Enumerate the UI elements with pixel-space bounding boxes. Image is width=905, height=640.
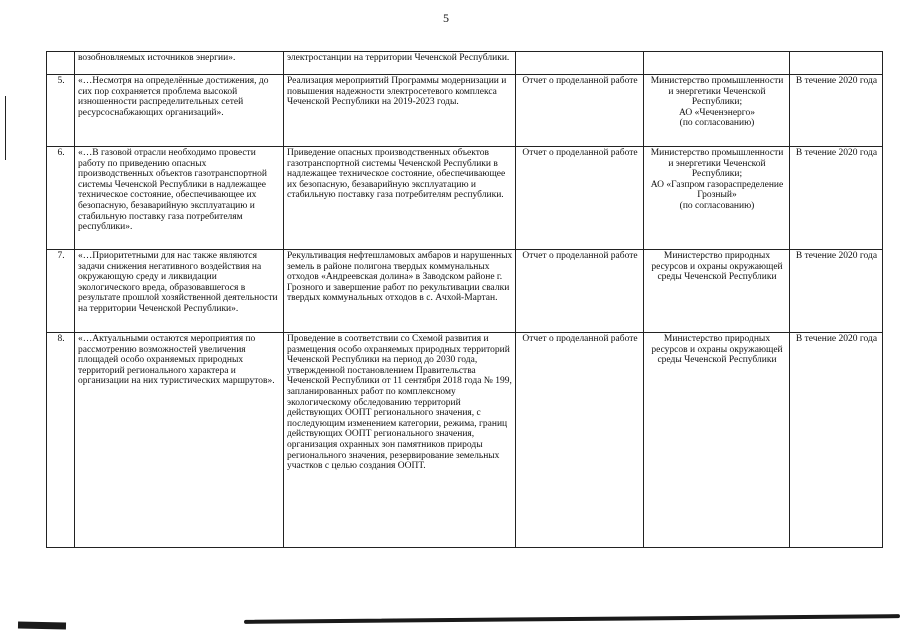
report-form-cell: Отчет о проделанной работе bbox=[516, 75, 644, 147]
term-cell: В течение 2020 года bbox=[790, 147, 883, 250]
row-number-cell: 8. bbox=[47, 333, 75, 548]
measure-cell: Приведение опасных производственных объектов газотранспортной системы Чеченской Республики в надлежащее техническое состояние, обеспечивающее их безопасную, безаварийную эксплуатацию и стабильную поставку газа потребителям республики. bbox=[284, 147, 516, 250]
quote-cell: «…Несмотря на определённые достижения, до сих пор сохраняется проблема высокой изношенности распределительных сетей ресурсоснабжающих организаций». bbox=[75, 75, 284, 147]
quote-cell: возобновляемых источников энергии». bbox=[75, 52, 284, 75]
quote-cell: «…Приоритетными для нас также являются задачи снижения негативного воздействия на окружающую среду и ликвидации экологического вреда, образовавшегося в результате прошлой хозяйственной деятельности на территории Чеченской Республики». bbox=[75, 250, 284, 333]
table-row bbox=[47, 250, 883, 333]
action-plan-table bbox=[46, 51, 883, 548]
responsible-cell: Министерство природных ресурсов и охраны окружающей среды Чеченской Республики bbox=[644, 333, 790, 548]
responsible-cell bbox=[644, 52, 790, 75]
table-row bbox=[47, 75, 883, 147]
row-number-cell: 7. bbox=[47, 250, 75, 333]
action-plan-table-wrapper bbox=[46, 51, 882, 548]
report-form-cell: Отчет о проделанной работе bbox=[516, 333, 644, 548]
row-number-cell: 6. bbox=[47, 147, 75, 250]
responsible-cell: Министерство природных ресурсов и охраны окружающей среды Чеченской Республики bbox=[644, 250, 790, 333]
term-cell: В течение 2020 года bbox=[790, 333, 883, 548]
measure-cell: Проведение в соответствии со Схемой развития и размещения особо охраняемых природных территорий Чеченской Республики на период до 2030 года, утвержденной постановлением Правительства Чеченской Республики от 11 сентября 2018 года № 199, запланированных работ по комплексному экологическому обследованию территорий действующих ООПТ регионального значения, с последующим изменением категории, режима, границ действующих ООПТ регионального значения, организация охранных зон памятников природы регионального значения, резервирование земельных участков с целью создания ООПТ. bbox=[284, 333, 516, 548]
table-row bbox=[47, 147, 883, 250]
responsible-cell: Министерство промышленности и энергетики Чеченской Республики; АО «Чеченэнерго» (по согласованию) bbox=[644, 75, 790, 147]
measure-cell: Реализация мероприятий Программы модернизации и повышения надежности электросетевого комплекса Чеченской Республики на 2019-2023 годы. bbox=[284, 75, 516, 147]
report-form-cell bbox=[516, 52, 644, 75]
report-form-cell: Отчет о проделанной работе bbox=[516, 147, 644, 250]
responsible-cell: Министерство промышленности и энергетики Чеченской Республики; АО «Газпром газораспределение Грозный» (по согласованию) bbox=[644, 147, 790, 250]
table-row bbox=[47, 333, 883, 548]
row-number-cell bbox=[47, 52, 75, 75]
term-cell: В течение 2020 года bbox=[790, 250, 883, 333]
margin-line bbox=[5, 96, 6, 160]
report-form-cell: Отчет о проделанной работе bbox=[516, 250, 644, 333]
table-row bbox=[47, 52, 883, 75]
quote-cell: «…Актуальными остаются мероприятия по рассмотрению возможностей увеличения площадей особо охраняемых природных территорий регионального характера и организации на них туристических маршрутов». bbox=[75, 333, 284, 548]
scan-artifact-right bbox=[244, 614, 900, 624]
measure-cell: Рекультивация нефтешламовых амбаров и нарушенных земель в районе полигона твердых коммунальных отходов «Андреевская долина» в Заводском районе г. Грозного и завершение работ по рекультивации свалки твердых коммунальных отходов в с. Ачхой-Мартан. bbox=[284, 250, 516, 333]
page-number: 5 bbox=[443, 11, 449, 25]
quote-cell: «…В газовой отрасли необходимо провести работу по приведению опасных производственных объектов газотранспортной системы Чеченской Республики в надлежащее техническое состояние, обеспечивающее их безопасную, безаварийную эксплуатацию и стабильную поставку газа потребителям республики». bbox=[75, 147, 284, 250]
row-number-cell: 5. bbox=[47, 75, 75, 147]
scan-artifact-left bbox=[18, 621, 66, 629]
term-cell: В течение 2020 года bbox=[790, 75, 883, 147]
term-cell bbox=[790, 52, 883, 75]
measure-cell: электростанции на территории Чеченской Республики. bbox=[284, 52, 516, 75]
